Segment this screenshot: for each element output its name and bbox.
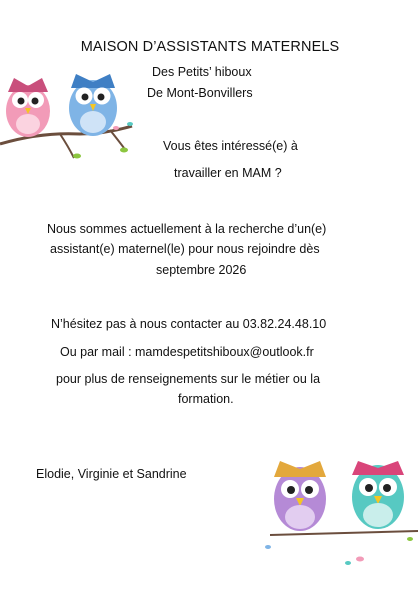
subtitle-location: De Mont-Bonvillers [147, 86, 253, 100]
branch-icon [270, 531, 418, 535]
purple-owl-icon [274, 461, 326, 531]
owls-bottom-illustration [250, 455, 420, 575]
blue-owl-icon [69, 74, 117, 136]
announcement-line-2: assistant(e) maternel(le) pour nous rejoindre dès [50, 242, 320, 256]
question-line-2: travailler en MAM ? [174, 166, 282, 180]
owls-on-branch-top-illustration [0, 66, 140, 166]
contact-email: Ou par mail : mamdespetitshiboux@outlook.fr [60, 345, 314, 359]
page-title: MAISON D’ASSISTANTS MATERNELS [80, 39, 340, 55]
contact-phone: N’hésitez pas à nous contacter au 03.82.24.48.10 [51, 317, 327, 331]
announcement-line-1: Nous sommes actuellement à la recherche d’un(e) [47, 222, 327, 236]
contact-info-line-2: formation. [178, 392, 234, 406]
contact-info-line-1: pour plus de renseignements sur le métier ou la [56, 372, 321, 386]
teal-owl-icon [352, 461, 404, 529]
pink-owl-icon [6, 78, 50, 137]
question-line-1: Vous êtes intéressé(e) à [163, 139, 298, 153]
signature: Elodie, Virginie et Sandrine [36, 467, 187, 481]
announcement-line-3: septembre 2026 [156, 263, 247, 277]
subtitle-name: Des Petits’ hiboux [152, 65, 252, 79]
